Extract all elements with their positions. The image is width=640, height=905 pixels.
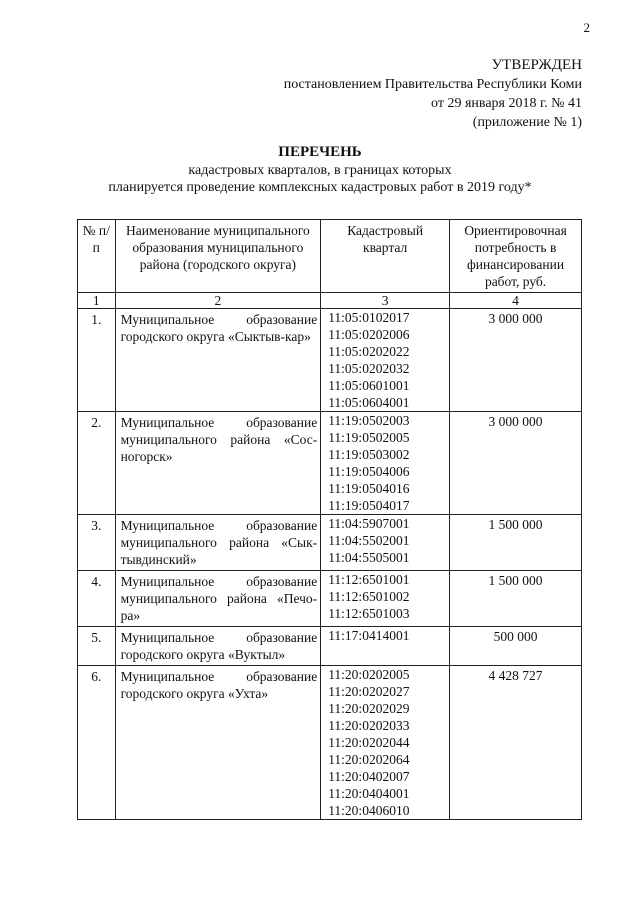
cadastral-codes — [321, 571, 450, 627]
organization-name: Муниципальное образование городского округа «Сыктыв-кар» — [115, 309, 321, 412]
funding-amount: 1 500 000 — [450, 571, 582, 627]
organization-name: Муниципальное образование муниципального района «Сык-тывдинский» — [115, 515, 321, 571]
cadastral-code: 11:20:0406010 — [328, 803, 410, 818]
cadastral-code: 11:19:0502005 — [328, 430, 410, 445]
cadastral-codes — [321, 412, 450, 515]
header-cost: Ориентировочная потребность в финансировании работ, руб. — [450, 220, 582, 293]
column-number-row — [78, 293, 582, 309]
table-row — [78, 309, 582, 412]
table-row — [78, 627, 582, 666]
table-body — [78, 309, 582, 820]
organization-name: Муниципальное образование городского округа «Ухта» — [115, 666, 321, 820]
cadastral-code: 11:17:0414001 — [328, 628, 410, 643]
cadastral-code: 11:04:5505001 — [328, 550, 410, 565]
cadastral-table — [77, 219, 582, 820]
cadastral-code: 11:19:0504006 — [328, 464, 410, 479]
column-number: 4 — [450, 293, 582, 309]
page-number: 2 — [583, 20, 590, 35]
table-row — [78, 666, 582, 820]
table-header-row — [78, 220, 582, 293]
title-sub: планируется проведение комплексных кадастровых работ в 2019 году* — [108, 180, 532, 195]
row-number: 3. — [78, 515, 116, 571]
cadastral-code: 11:19:0503002 — [328, 447, 410, 462]
cadastral-codes — [321, 309, 450, 412]
cadastral-code: 11:04:5907001 — [328, 516, 410, 531]
title-main: ПЕРЕЧЕНЬ — [278, 144, 362, 160]
cadastral-code: 11:20:0404001 — [328, 786, 410, 801]
cadastral-code: 11:19:0504017 — [328, 498, 410, 513]
organization-name: Муниципальное образование муниципального района «Печо-ра» — [115, 571, 321, 627]
cadastral-codes — [321, 666, 450, 820]
cadastral-code: 11:05:0601001 — [328, 378, 410, 393]
cadastral-code: 11:19:0502003 — [328, 413, 410, 428]
cadastral-code: 11:20:0402007 — [328, 769, 410, 784]
approval-line: (приложение № 1) — [472, 115, 582, 130]
cadastral-code: 11:12:6501002 — [328, 589, 410, 604]
row-number: 2. — [78, 412, 116, 515]
cadastral-code: 11:20:0202029 — [328, 701, 410, 716]
cadastral-code: 11:12:6501001 — [328, 572, 410, 587]
approval-block — [284, 56, 582, 132]
approval-line: от 29 января 2018 г. № 41 — [431, 96, 582, 111]
organization-name: Муниципальное образование городского округа «Вуктыл» — [115, 627, 321, 666]
funding-amount: 1 500 000 — [450, 515, 582, 571]
cadastral-code: 11:05:0102017 — [328, 310, 410, 325]
cadastral-code: 11:20:0202005 — [328, 667, 410, 682]
organization-name: Муниципальное образование муниципального района «Сос-ногорск» — [115, 412, 321, 515]
cadastral-code: 11:20:0202027 — [328, 684, 410, 699]
row-number: 5. — [78, 627, 116, 666]
cadastral-code: 11:20:0202064 — [328, 752, 410, 767]
cadastral-code: 11:20:0202033 — [328, 718, 410, 733]
title-sub: кадастровых кварталов, в границах которых — [188, 163, 452, 178]
header-cadastral: Кадастровый квартал — [321, 220, 450, 293]
funding-amount: 3 000 000 — [450, 309, 582, 412]
row-number: 4. — [78, 571, 116, 627]
cadastral-code: 11:12:6501003 — [328, 606, 410, 621]
column-number: 3 — [321, 293, 450, 309]
column-number: 2 — [115, 293, 321, 309]
document-title — [0, 142, 640, 196]
row-number: 1. — [78, 309, 116, 412]
approval-line: постановлением Правительства Республики Коми — [283, 77, 582, 92]
cadastral-code: 11:19:0504016 — [328, 481, 410, 496]
header-organization: Наименование муниципального образования муниципального района (городского округа) — [115, 220, 321, 293]
table-row — [78, 571, 582, 627]
approval-heading: УТВЕРЖДЕН — [491, 57, 582, 73]
cadastral-code: 11:04:5502001 — [328, 533, 410, 548]
column-number: 1 — [78, 293, 116, 309]
header-number: № п/п — [78, 220, 116, 293]
funding-amount: 500 000 — [450, 627, 582, 666]
funding-amount: 3 000 000 — [450, 412, 582, 515]
cadastral-code: 11:05:0202006 — [328, 327, 410, 342]
cadastral-code: 11:05:0202022 — [328, 344, 410, 359]
funding-amount: 4 428 727 — [450, 666, 582, 820]
row-number: 6. — [78, 666, 116, 820]
cadastral-code: 11:05:0202032 — [328, 361, 410, 376]
table-row — [78, 515, 582, 571]
table-row — [78, 412, 582, 515]
cadastral-code: 11:20:0202044 — [328, 735, 410, 750]
cadastral-codes — [321, 515, 450, 571]
cadastral-codes — [321, 627, 450, 666]
cadastral-code: 11:05:0604001 — [328, 395, 410, 410]
